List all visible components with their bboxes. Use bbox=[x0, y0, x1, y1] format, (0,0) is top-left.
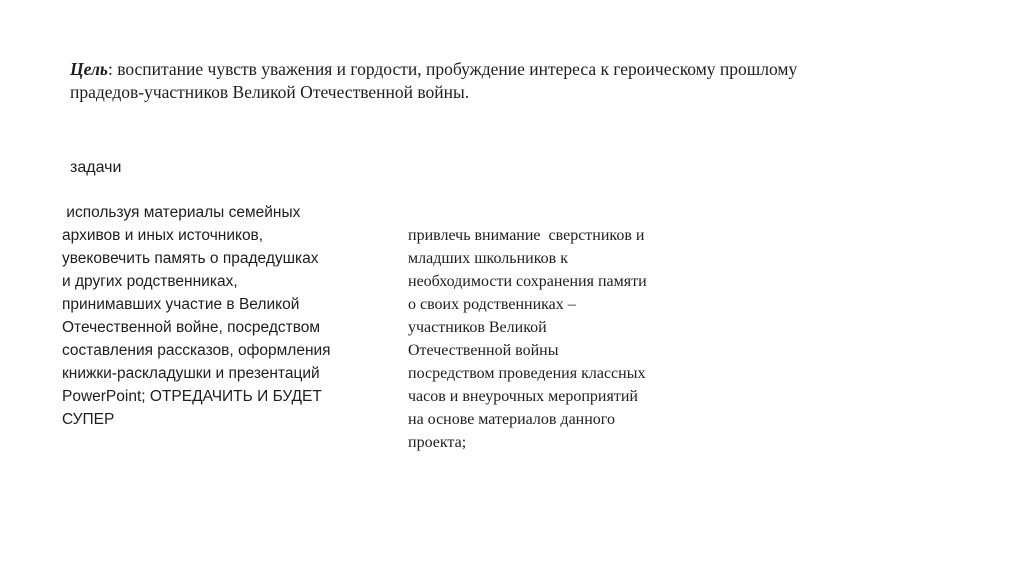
task-right-line: проекта; bbox=[408, 434, 467, 451]
goal-line-2: прадедов-участников Великой Отечественной войны. bbox=[70, 82, 470, 102]
task-left-line: принимавших участие в Великой bbox=[62, 296, 300, 313]
task-left-line: СУПЕР bbox=[62, 411, 115, 428]
task-right-line: о своих родственниках – bbox=[408, 296, 576, 313]
task-right-line: необходимости сохранения памяти bbox=[408, 273, 647, 290]
task-left-line: архивов и иных источников, bbox=[62, 227, 264, 244]
task-left-line: Отечественной войне, посредством bbox=[62, 319, 321, 336]
task-left-line: PowerPoint; ОТРЕДАЧИТЬ И БУДЕТ bbox=[62, 388, 322, 405]
task-right-text bbox=[408, 224, 708, 454]
task-right-line: привлечь внимание сверстников и bbox=[408, 227, 645, 244]
task-right-line: участников Великой bbox=[408, 319, 547, 336]
goal-text-1: воспитание чувств уважения и гордости, пробуждение интереса к героическому прошлому bbox=[112, 59, 798, 79]
goal-line-1 bbox=[70, 58, 940, 81]
task-right-line: Отечественной войны bbox=[408, 342, 559, 359]
tasks-heading: задачи bbox=[70, 159, 122, 176]
task-left-line: увековечить память о прадедушках bbox=[62, 250, 319, 267]
task-right-line: на основе материалов данного bbox=[408, 411, 615, 428]
task-left-line: книжки-раскладушки и презентаций bbox=[62, 365, 320, 382]
goal-separator: : bbox=[107, 59, 113, 79]
task-left-line: и других родственниках, bbox=[62, 273, 238, 290]
task-left-text bbox=[62, 201, 374, 431]
task-right-line: часов и внеурочных мероприятий bbox=[408, 388, 638, 405]
task-right-line: младших школьников к bbox=[408, 250, 568, 267]
task-right-line: посредством проведения классных bbox=[408, 365, 646, 382]
goal-paragraph bbox=[70, 58, 940, 104]
task-left-line: составления рассказов, оформления bbox=[62, 342, 331, 359]
task-left-line: используя материалы семейных bbox=[62, 204, 301, 221]
goal-label: Цель bbox=[70, 59, 108, 79]
